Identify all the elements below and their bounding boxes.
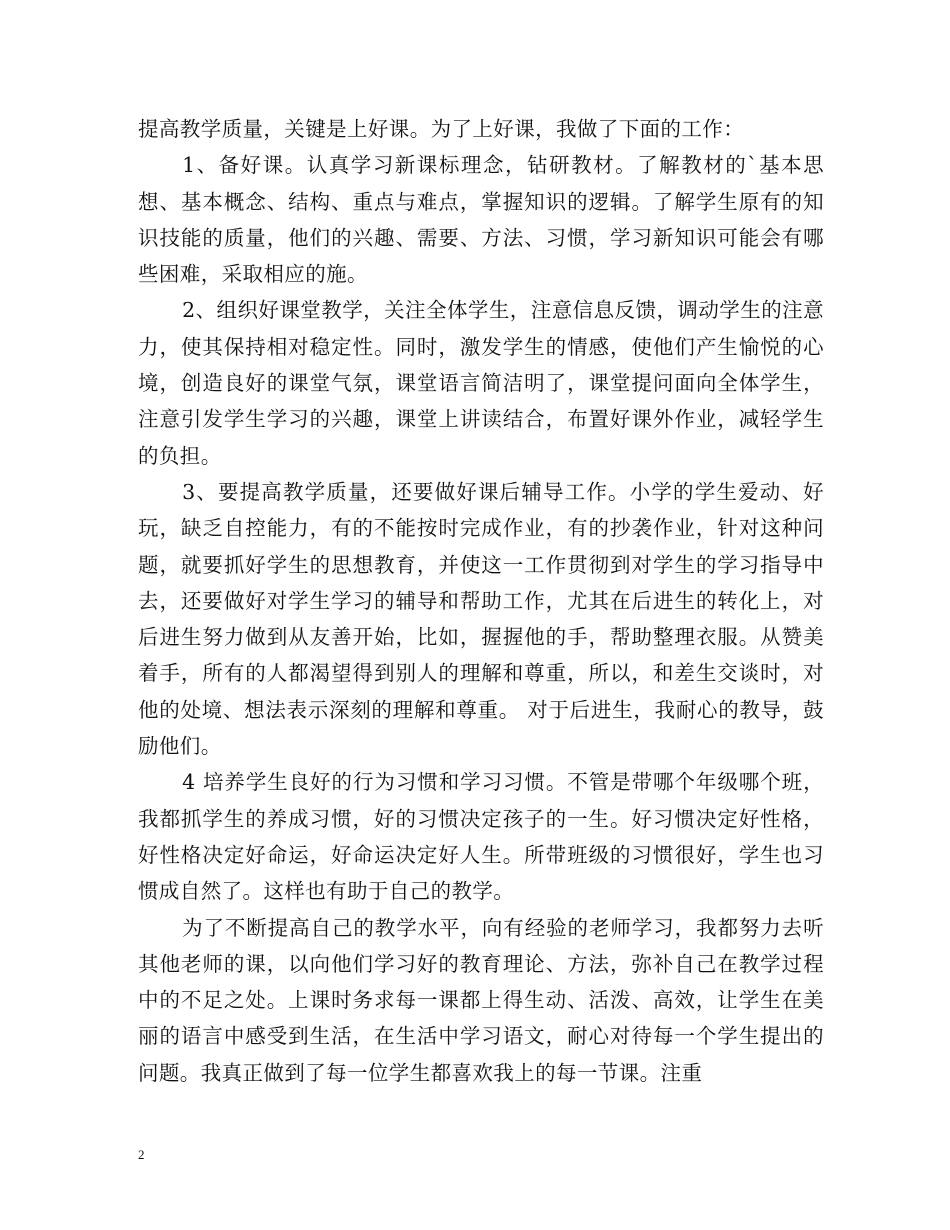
paragraph-intro: 提高教学质量，关键是上好课。为了上好课，我做了下面的工作： [138, 117, 745, 141]
paragraph-good-habits: 4 培养学生良好的行为习惯和学习习惯。不管是带哪个年级哪个班，我都抓学生的养成习惯，好的习惯决定孩子的一生。好习惯决定好性格，好性格决定好命运，好命运决定好人生。所带班级的习惯很好，学生也习惯成自然了。这样也有助于自己的教学。 [138, 770, 824, 904]
paragraph-classroom-teaching: 2、组织好课堂教学，关注全体学生，注意信息反馈，调动学生的注意力，使其保持相对稳定性。同时，激发学生的情感，使他们产生愉悦的心境，创造良好的课堂气氛，课堂语言简洁明了，课堂提问面向全体学生，注意引发学生学习的兴趣，课堂上讲读结合，布置好课外作业，减轻学生的负担。 [138, 298, 824, 468]
paragraph-prepare-lessons: 1、备好课。认真学习新课标理念，钻研教材。了解教材的`基本思想、基本概念、结构、重点与难点，掌握知识的逻辑。了解学生原有的知识技能的质量，他们的兴趣、需要、方法、习惯，学习新知识可能会有哪些困难，采取相应的施。 [138, 153, 824, 287]
paragraph-self-improvement: 为了不断提高自己的教学水平，向有经验的老师学习，我都努力去听其他老师的课，以向他们学习好的教育理论、方法，弥补自己在教学过程中的不足之处。上课时务求每一课都上得生动、活泼、高效，让学生在美丽的语言中感受到生活，在生活中学习语文，耐心对待每一个学生提出的问题。我真正做到了每一位学生都喜欢我上的每一节课。注重 [138, 915, 824, 1085]
document-body [138, 111, 824, 1091]
paragraph-after-class-tutoring: 3、要提高教学质量，还要做好课后辅导工作。小学的学生爱动、好玩，缺乏自控能力，有的不能按时完成作业，有的抄袭作业，针对这种问题，就要抓好学生的思想教育，并使这一工作贯彻到对学生的学习指导中去，还要做好对学生学习的辅导和帮助工作，尤其在后进生的转化上，对后进生努力做到从友善开始，比如，握握他的手，帮助整理衣服。从赞美着手，所有的人都渴望得到别人的理解和尊重，所以，和差生交谈时，对他的处境、想法表示深刻的理解和尊重。 对于后进生，我耐心的教导，鼓励他们。 [138, 479, 824, 759]
page-number: 2 [138, 1147, 145, 1162]
